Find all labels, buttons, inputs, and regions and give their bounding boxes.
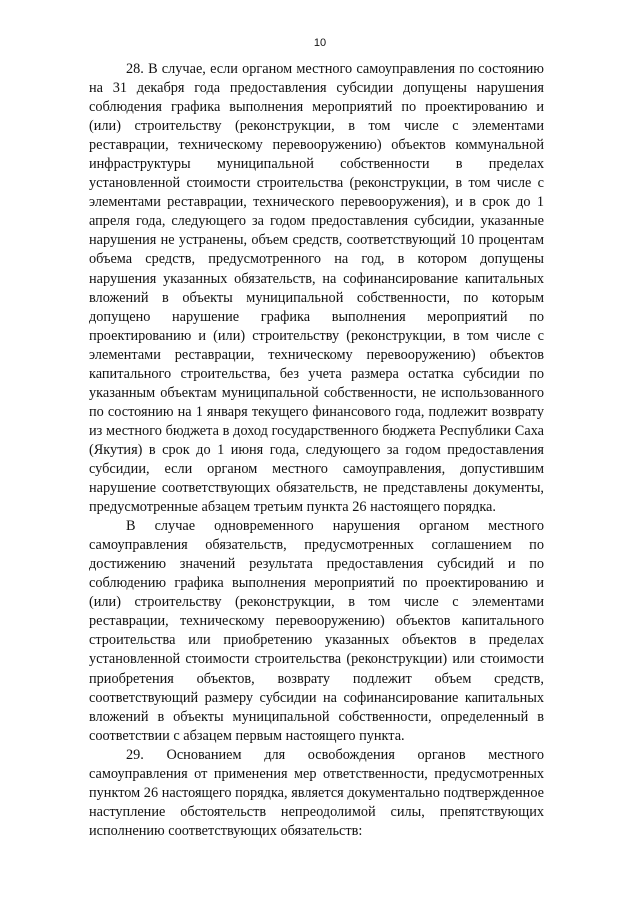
paragraph-29: 29. Основанием для освобождения органов местного самоуправления от применения мер ответственности, предусмотренных пунктом 26 настоящего порядка, является документально подтвержденное наступление обстоятельств непреодолимой силы, препятствующих исполнению соответствующих обязательств:	[89, 746, 544, 839]
page-number: 10	[313, 37, 327, 49]
document-body	[89, 60, 544, 841]
paragraph-28: 28. В случае, если органом местного самоуправления по состоянию на 31 декабря года предоставления субсидии допущены нарушения соблюдения графика выполнения мероприятий по проектированию и (или) строительству (реконструкции, в том числе с элементами реставрации, техническому перевооружению) объектов коммунальной инфраструктуры муниципальной собственности в пределах установленной стоимости строительства (реконструкции, в том числе с элементами реставрации, технического перевооружения), и в срок до 1 апреля года, следующего за годом предоставления субсидии, указанные нарушения не устранены, объем средств, соответствующий 10 процентам объема средств, предусмотренного на год, в котором допущены нарушения указанных обязательств, на софинансирование капитальных вложений в объекты муниципальной собственности, по которым допущено нарушение графика выполнения мероприятий по проектированию и (или) строительству (реконструкции, в том числе с элементами реставрации, техническому перевооружению) объектов капитального строительства, без учета размера остатка субсидии по указанным объектам муниципальной собственности, не использованного по состоянию на 1 января текущего финансового года, подлежит возврату из местного бюджета в доход государственного бюджета Республики Саха (Якутия) в срок до 1 июня года, следующего за годом предоставления субсидии, если органом местного самоуправления, допустившим нарушение соответствующих обязательств, не представлены документы, предусмотренные абзацем третьим пункта 26 настоящего порядка.	[89, 61, 544, 516]
paragraph-28-second: В случае одновременного нарушения органом местного самоуправления обязательств, предусмотренных соглашением по достижению значений результата предоставления субсидий и по соблюдению графика выполнения мероприятий по проектированию и (или) строительству (реконструкции, в том числе с элементами реставрации, техническому перевооружению) объектов капитального строительства или приобретению указанных объектов в пределах установленной стоимости строительства (реконструкции) или стоимости приобретения объектов, возврату подлежит объем средств, соответствующий размеру субсидии на софинансирование капитальных вложений в объекты муниципальной собственности, определенный в соответствии с абзацем первым настоящего пункта.	[89, 518, 544, 744]
